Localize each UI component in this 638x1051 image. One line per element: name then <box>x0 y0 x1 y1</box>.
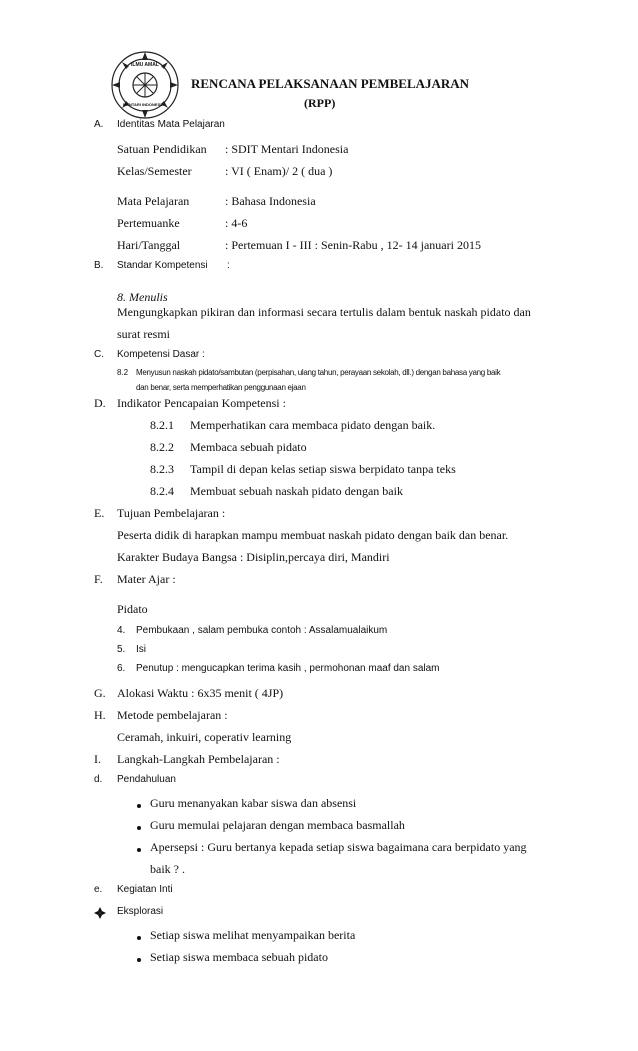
material-text: Pembukaan , salam pembuka contoh : Assalamualaikum <box>136 625 388 636</box>
section-c-line-2: dan benar, serta memperhatikan penggunaan ejaan <box>136 383 306 392</box>
section-f-heading: Mater Ajar : <box>117 572 176 586</box>
section-b-line-1: Mengungkapkan pikiran dan informasi secara tertulis dalam bentuk naskah pidato dan <box>117 305 531 319</box>
indicator-text: Membuat sebuah naskah pidato dengan baik <box>190 484 403 498</box>
section-d2-label: d. <box>94 774 103 785</box>
section-e-heading: Tujuan Pembelajaran : <box>117 506 226 520</box>
identity-key: Pertemuanke <box>117 216 180 230</box>
section-c-number: 8.2 <box>117 368 129 377</box>
intro-item: Apersepsi : Guru bertanya kepada setiap siswa bagaimana cara berpidato yang <box>150 840 527 854</box>
indicator-number: 8.2.2 <box>150 440 174 454</box>
section-b-colon: : <box>227 260 230 271</box>
school-logo <box>110 50 180 120</box>
identity-key: Kelas/Semester <box>117 164 192 178</box>
section-e-line-1: Peserta didik di harapkan mampu membuat naskah pidato dengan baik dan benar. <box>117 528 509 542</box>
section-g-label: G. <box>94 686 106 700</box>
section-b-subtitle: 8. Menulis <box>117 290 168 304</box>
section-g-text: Alokasi Waktu : 6x35 menit ( 4JP) <box>117 686 284 700</box>
section-a-heading: Identitas Mata Pelajaran <box>117 119 225 130</box>
material-number: 4. <box>117 625 126 636</box>
section-e-label: E. <box>94 506 105 520</box>
indicator-number: 8.2.3 <box>150 462 174 476</box>
indicator-number: 8.2.1 <box>150 418 174 432</box>
material-number: 5. <box>117 644 126 655</box>
document-title: RENCANA PELAKSANAAN PEMBELAJARAN <box>191 76 470 91</box>
section-d-heading: Indikator Pencapaian Kompetensi : <box>117 396 286 410</box>
material-text: Isi <box>136 644 146 655</box>
material-text: Penutup : mengucapkan terima kasih , permohonan maaf dan salam <box>136 663 440 674</box>
bullet-icon <box>137 958 141 962</box>
identity-value: : 4-6 <box>225 216 248 230</box>
section-d-label: D. <box>94 396 106 410</box>
section-e2-label: e. <box>94 884 103 895</box>
bullet-icon <box>137 804 141 808</box>
section-c-label: C. <box>94 349 104 360</box>
indicator-text: Memperhatikan cara membaca pidato dengan baik. <box>190 418 436 432</box>
section-i-text: Langkah-Langkah Pembelajaran : <box>117 752 280 766</box>
section-d2-heading: Pendahuluan <box>117 774 176 785</box>
intro-item: Guru memulai pelajaran dengan membaca basmallah <box>150 818 405 832</box>
document-subtitle: (RPP) <box>304 96 336 110</box>
identity-key: Hari/Tanggal <box>117 238 181 252</box>
identity-key: Mata Pelajaran <box>117 194 190 208</box>
identity-value: : SDIT Mentari Indonesia <box>225 142 349 156</box>
intro-item: Guru menanyakan kabar siswa dan absensi <box>150 796 357 810</box>
section-e-line-2: Karakter Budaya Bangsa : Disiplin,percaya diri, Mandiri <box>117 550 390 564</box>
identity-value: : Pertemuan I - III : Senin-Rabu , 12- 14 januari 2015 <box>225 238 481 252</box>
section-a-label: A. <box>94 119 104 130</box>
section-b-label: B. <box>94 260 104 271</box>
section-c-heading: Kompetensi Dasar : <box>117 349 205 360</box>
indicator-text: Membaca sebuah pidato <box>190 440 307 454</box>
bullet-icon <box>137 826 141 830</box>
section-b-heading: Standar Kompetensi <box>117 260 208 271</box>
section-f-label: F. <box>94 572 103 586</box>
indicator-number: 8.2.4 <box>150 484 174 498</box>
diamond-bullet-icon <box>94 906 106 918</box>
indicator-text: Tampil di depan kelas setiap siswa berpidato tanpa teks <box>190 462 456 476</box>
identity-value: : VI ( Enam)/ 2 ( dua ) <box>225 164 333 178</box>
core-item: Setiap siswa membaca sebuah pidato <box>150 950 328 964</box>
logo-text-bottom: MENTARI INDONESIA <box>123 102 165 107</box>
exploration-heading: Eksplorasi <box>117 906 164 917</box>
intro-item-continuation: baik ? . <box>150 862 185 876</box>
identity-key: Satuan Pendidikan <box>117 142 207 156</box>
identity-value: : Bahasa Indonesia <box>225 194 316 208</box>
bullet-icon <box>137 848 141 852</box>
section-f-sub: Pidato <box>117 602 148 616</box>
section-h-heading: Metode pembelajaran : <box>117 708 228 722</box>
section-h-line: Ceramah, inkuiri, coperativ learning <box>117 730 292 744</box>
section-h-label: H. <box>94 708 106 722</box>
bullet-icon <box>137 936 141 940</box>
section-e2-heading: Kegiatan Inti <box>117 884 173 895</box>
section-b-line-2: surat resmi <box>117 327 170 341</box>
section-i-label: I. <box>94 752 101 766</box>
section-c-line-1: Menyusun naskah pidato/sambutan (perpisahan, ulang tahun, perayaan sekolah, dll.) dengan bahasa yang baik <box>136 368 501 377</box>
core-item: Setiap siswa melihat menyampaikan berita <box>150 928 356 942</box>
material-number: 6. <box>117 663 126 674</box>
logo-text-top: ILMU AMAL <box>131 62 159 68</box>
